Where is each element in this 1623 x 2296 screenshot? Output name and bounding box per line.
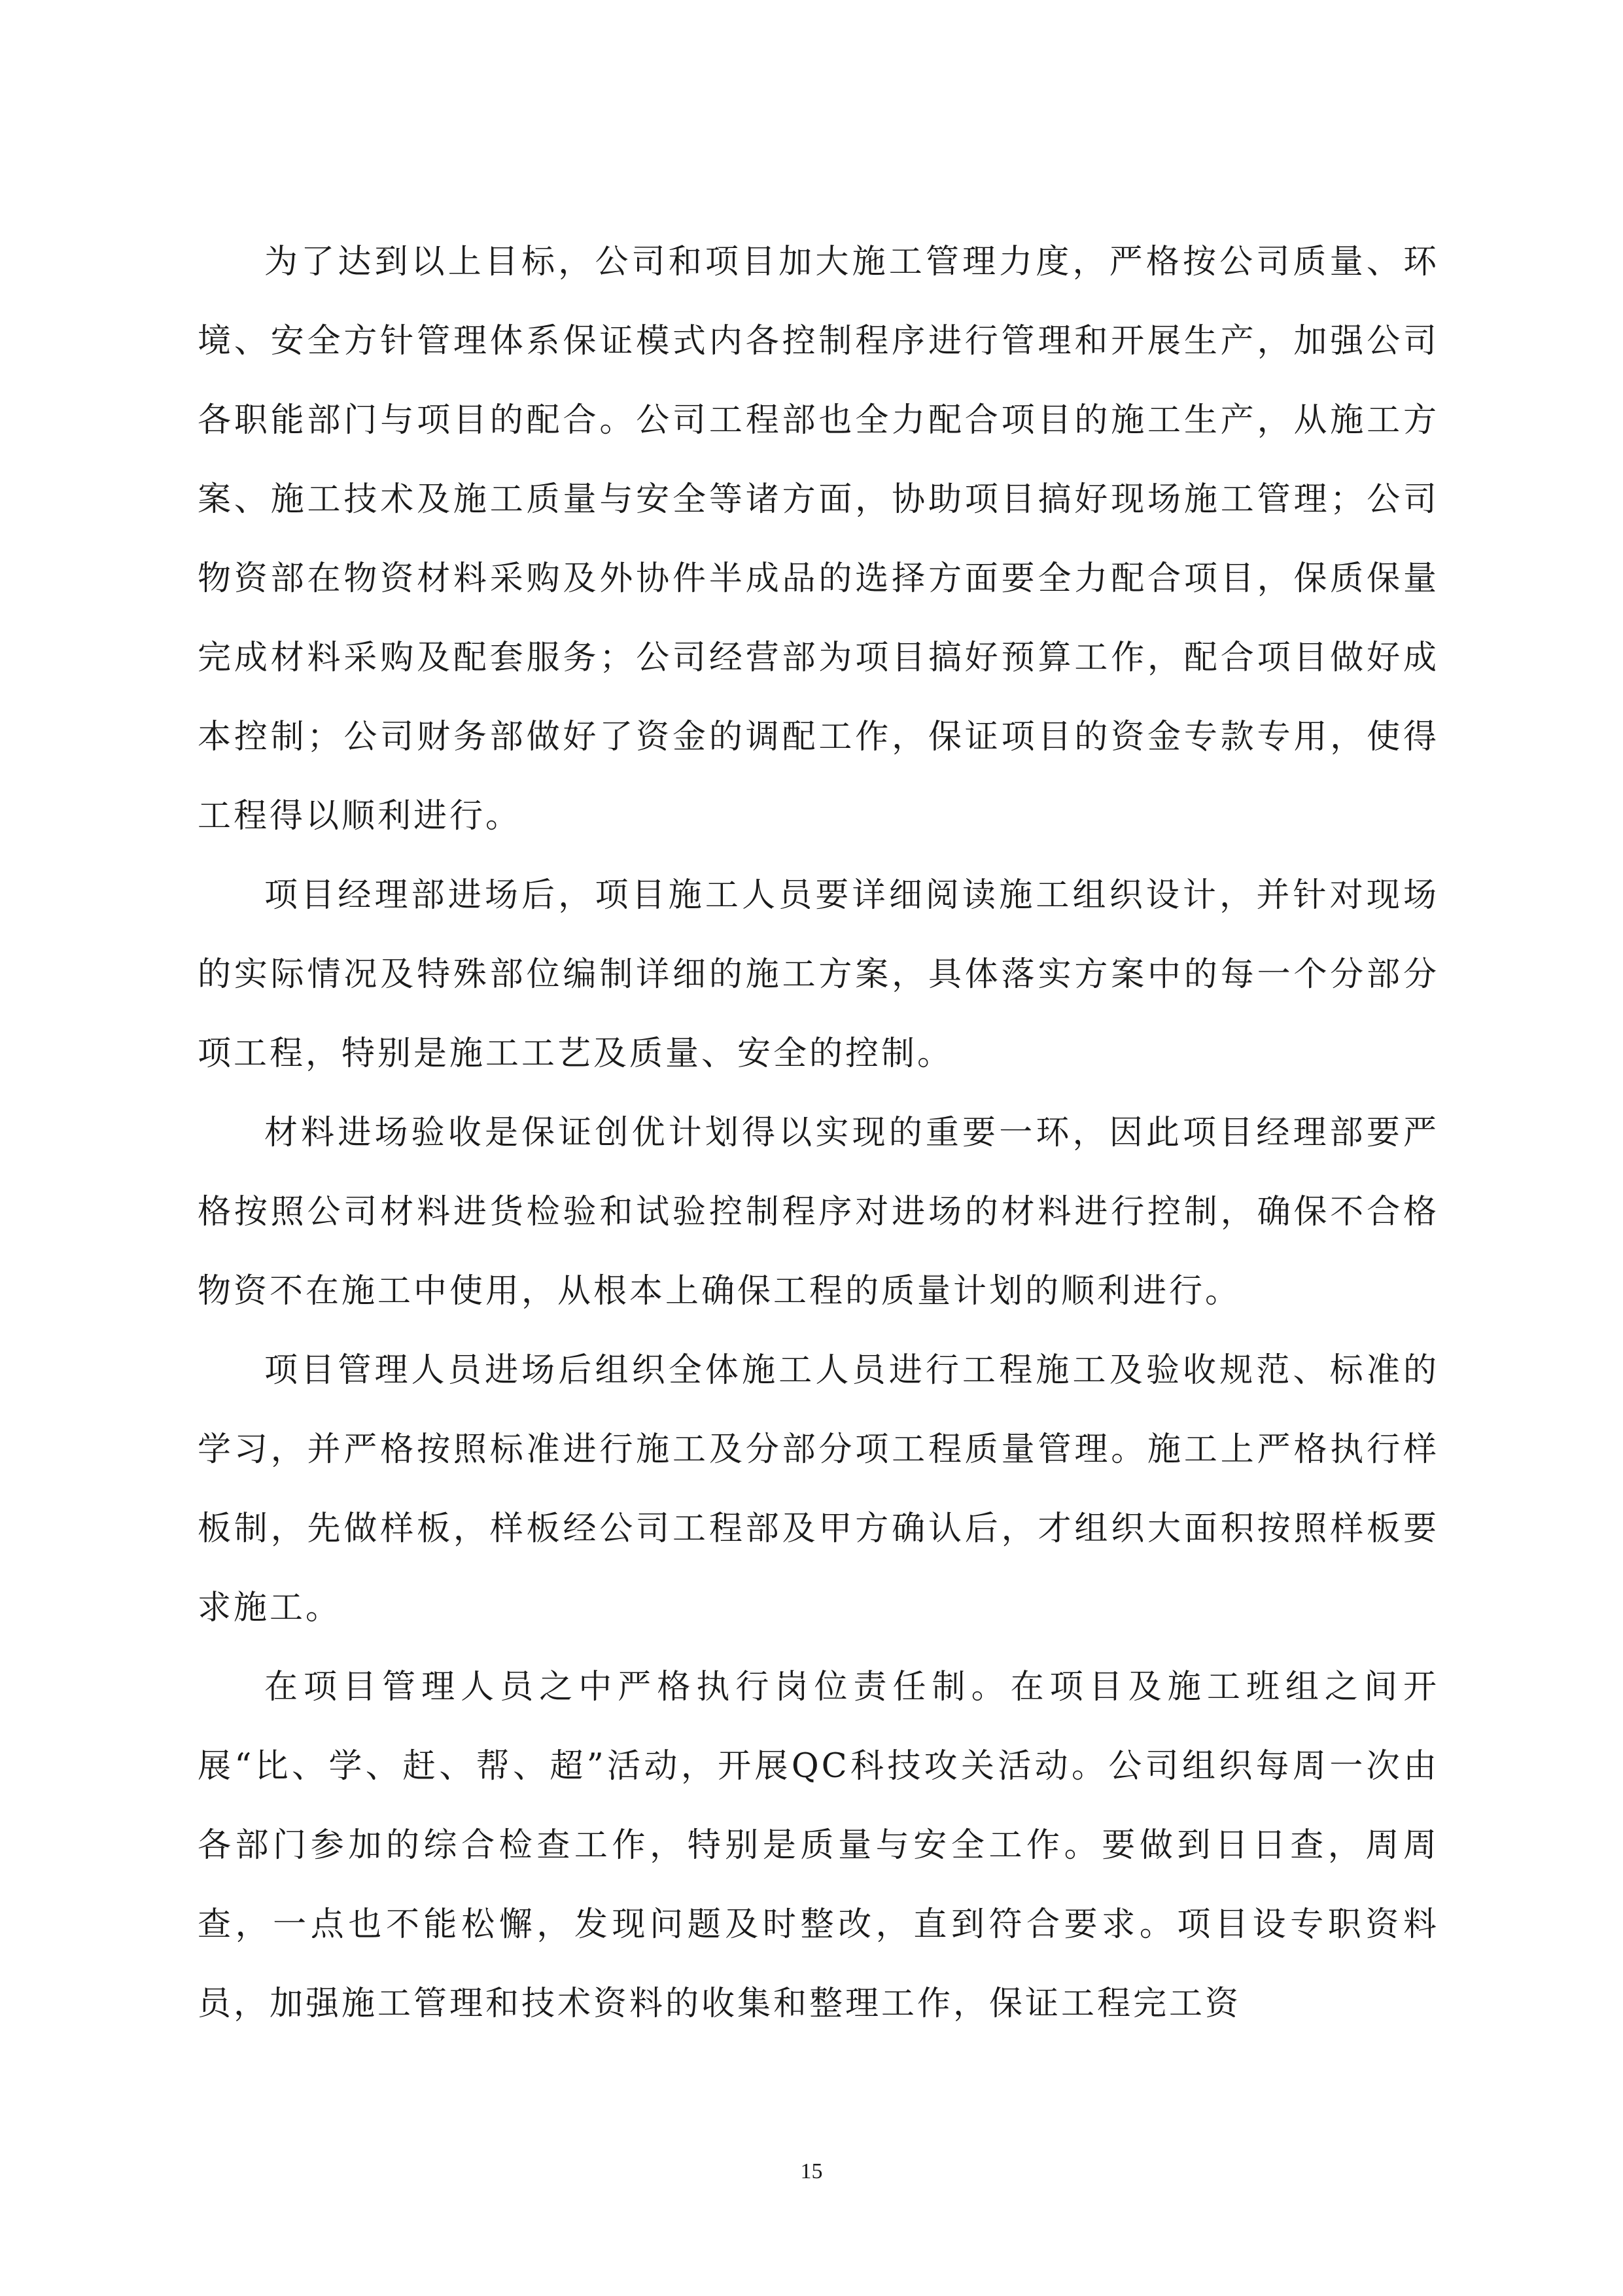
- paragraph-5: 在项目管理人员之中严格执行岗位责任制。在项目及施工班组之间开展“比、学、赶、帮、超”活动，开展QC科技攻关活动。公司组织每周一次由各部门参加的综合检查工作，特别是质量与安全工作。要做到日日查，周周查，一点也不能松懈，发现问题及时整改，直到符合要求。项目设专职资料员，加强施工管理和技术资料的收集和整理工作，保证工程完工资: [198, 1668, 1439, 2023]
- paragraph-3: 材料进场验收是保证创优计划得以实现的重要一环，因此项目经理部要严格按照公司材料进货检验和试验控制程序对进场的材料进行控制，确保不合格物资不在施工中使用，从根本上确保工程的质量计划的顺利进行。: [198, 1114, 1439, 1311]
- page-number: 15: [800, 2159, 823, 2183]
- paragraph-1: 为了达到以上目标，公司和项目加大施工管理力度，严格按公司质量、环境、安全方针管理体系保证模式内各控制程序进行管理和开展生产，加强公司各职能部门与项目的配合。公司工程部也全力配合项目的施工生产，从施工方案、施工技术及施工质量与安全等诸方面，协助项目搞好现场施工管理；公司物资部在物资材料采购及外协件半成品的选择方面要全力配合项目，保质保量完成材料采购及配套服务；公司经营部为项目搞好预算工作，配合项目做好成本控制；公司财务部做好了资金的调配工作，保证项目的资金专款专用，使得工程得以顺利进行。: [198, 243, 1439, 836]
- body-text: [198, 222, 1439, 2043]
- paragraph-4: 项目管理人员进场后组织全体施工人员进行工程施工及验收规范、标准的学习，并严格按照标准进行施工及分部分项工程质量管理。施工上严格执行样板制，先做样板，样板经公司工程部及甲方确认后，才组织大面积按照样板要求施工。: [198, 1351, 1439, 1627]
- paragraph-2: 项目经理部进场后，项目施工人员要详细阅读施工组织设计，并针对现场的实际情况及特殊部位编制详细的施工方案，具体落实方案中的每一个分部分项工程，特别是施工工艺及质量、安全的控制。: [198, 876, 1439, 1073]
